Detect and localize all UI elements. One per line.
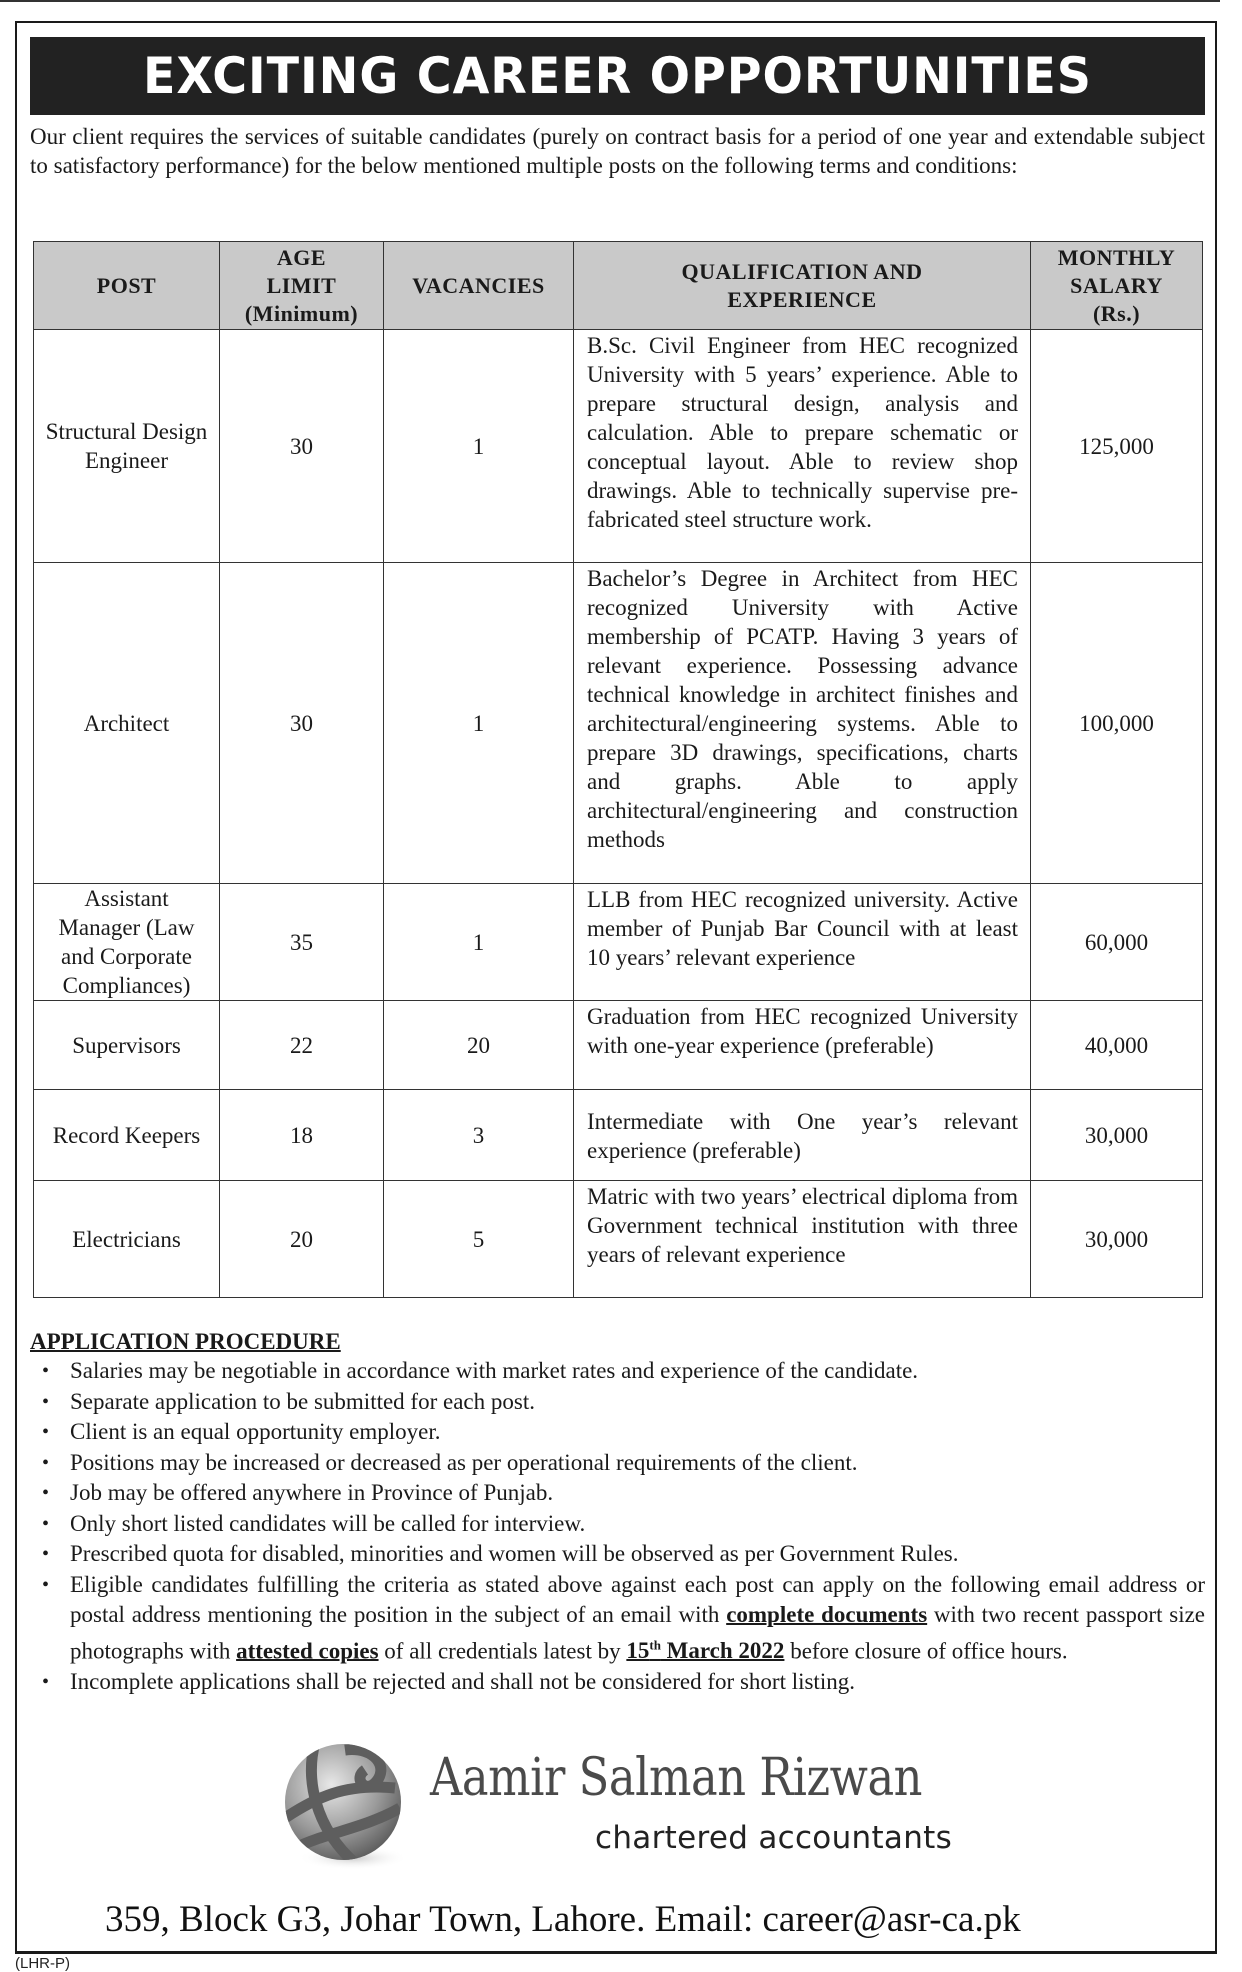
table-row	[34, 330, 1203, 563]
cell-age: 30	[220, 330, 384, 563]
qualification-text: Matric with two years’ electrical diploma from Government technical institution with three years of relevant experience	[587, 1184, 1018, 1267]
apply-text-1: Eligible candidates fulfilling the criteria as stated above against each post can apply on the following email address or postal address mentioning the position in the subject of an email with	[70, 1571, 1205, 1627]
cell-post: Structural Design Engineer	[34, 330, 220, 563]
bullet-icon: •	[42, 1573, 50, 1596]
jobs-table	[33, 241, 1203, 1298]
title-banner	[30, 37, 1205, 115]
table-row	[34, 1001, 1203, 1090]
header-qual-line: EXPERIENCE	[727, 286, 877, 312]
globe-logo-icon	[275, 1738, 415, 1874]
header-age-limit	[220, 242, 384, 330]
cell-vacancies: 1	[384, 330, 574, 563]
deadline-month-year: March 2022	[660, 1638, 785, 1664]
list-item	[30, 1387, 1205, 1418]
qualification-text: Bachelor’s Degree in Architect from HEC recognized University with Active membership of PCATP. Having 3 years of relevant experience. Possessing advance technical knowledge in architect finishes and architectural/engineering systems. Able to prepare 3D drawings, specifications, charts and graphs. Able to apply architectural/engineering and construction methods	[587, 566, 1018, 852]
apply-text-2: with two recent passport size photographs with	[70, 1602, 1206, 1664]
cell-salary: 60,000	[1031, 884, 1203, 1001]
list-item-text: Positions may be increased or decreased as per operational requirements of the client.	[70, 1449, 858, 1475]
list-item-text: Separate application to be submitted for each post.	[70, 1388, 535, 1414]
list-item	[30, 1478, 1205, 1509]
cell-age: 18	[220, 1090, 384, 1181]
cell-qualification	[574, 884, 1031, 1001]
procedure-list	[30, 1356, 1205, 1697]
list-item	[30, 1417, 1205, 1448]
list-item	[30, 1539, 1205, 1570]
cell-salary: 40,000	[1031, 1001, 1203, 1090]
header-vacancies: VACANCIES	[384, 242, 574, 330]
apply-text-3: of all credentials latest by	[378, 1638, 627, 1664]
cell-qualification	[574, 330, 1031, 563]
list-item-apply	[30, 1570, 1205, 1667]
list-item-text: Only short listed candidates will be called for interview.	[70, 1510, 586, 1536]
table-row	[34, 884, 1203, 1001]
list-item-text: Client is an equal opportunity employer.	[70, 1419, 441, 1444]
cell-vacancies: 3	[384, 1090, 574, 1181]
cell-salary: 30,000	[1031, 1090, 1203, 1181]
bullet-icon: •	[42, 1482, 50, 1504]
reference-code: (LHR-P)	[15, 1955, 70, 1972]
cell-age: 35	[220, 884, 384, 1001]
header-salary-line: (Rs.)	[1092, 300, 1141, 326]
bullet-icon: •	[42, 1421, 50, 1443]
bullet-icon: •	[42, 1360, 50, 1382]
header-qual-line: QUALIFICATION AND	[681, 258, 923, 284]
bullet-icon: •	[42, 1512, 50, 1535]
apply-text-4: before closure of office hours.	[784, 1638, 1068, 1664]
table-header-row	[34, 242, 1203, 330]
top-rule	[0, 0, 1220, 2]
application-procedure-heading: APPLICATION PROCEDURE	[30, 1329, 341, 1354]
company-name: Aamir Salman Rizwan	[430, 1748, 923, 1808]
header-salary-line: SALARY	[1070, 272, 1163, 298]
header-post: POST	[34, 242, 220, 330]
list-item	[30, 1509, 1205, 1540]
list-item-text: Incomplete applications shall be rejected and shall not be considered for short listing.	[70, 1668, 855, 1694]
deadline-day: 15	[626, 1638, 650, 1664]
cell-vacancies: 1	[384, 563, 574, 884]
list-item-text: Job may be offered anywhere in Province of Punjab.	[70, 1480, 554, 1505]
qualification-text: Intermediate with One year’s relevant experience (preferable)	[587, 1108, 1018, 1163]
cell-salary: 100,000	[1031, 563, 1203, 884]
deadline-day-suffix: th	[649, 1637, 661, 1653]
header-qualification	[574, 242, 1031, 330]
cell-qualification	[574, 563, 1031, 884]
cell-post: Supervisors	[34, 1001, 220, 1090]
qualification-text: B.Sc. Civil Engineer from HEC recognized University with 5 years’ experience. Able to prepare structural design, analysis and calculation. Able to prepare schematic or conceptual layout. Able to review shop drawings. Able to technically supervise pre-fabricated steel structure work.	[587, 333, 1018, 532]
header-age-line: LIMIT	[266, 272, 337, 298]
cell-age: 30	[220, 563, 384, 884]
header-age-line: (Minimum)	[244, 300, 359, 326]
cell-post: Record Keepers	[34, 1090, 220, 1181]
list-item	[30, 1356, 1205, 1387]
cell-qualification	[574, 1181, 1031, 1298]
list-item	[30, 1667, 1205, 1698]
qualification-text: Graduation from HEC recognized University with one-year experience (preferable)	[587, 1004, 1018, 1058]
header-age-line: AGE	[276, 244, 327, 270]
complete-documents-emphasis: complete documents	[726, 1602, 928, 1627]
page-title: EXCITING CAREER OPPORTUNITIES	[143, 47, 1092, 105]
bullet-icon: •	[42, 1670, 50, 1693]
company-tagline: chartered accountants	[595, 1820, 953, 1856]
qualification-text: LLB from HEC recognized university. Active member of Punjab Bar Council with at least 10 years’ relevant experience	[587, 887, 1018, 970]
list-item	[30, 1448, 1205, 1479]
bullet-icon: •	[42, 1543, 50, 1565]
header-salary-line: MONTHLY	[1057, 244, 1176, 270]
cell-post: Electricians	[34, 1181, 220, 1298]
table-row	[34, 1181, 1203, 1298]
cell-salary: 125,000	[1031, 330, 1203, 563]
list-item-text: Salaries may be negotiable in accordance with market rates and experience of the candidate.	[70, 1358, 919, 1383]
cell-qualification	[574, 1090, 1031, 1181]
cell-salary: 30,000	[1031, 1181, 1203, 1298]
list-item-text: Prescribed quota for disabled, minorities and women will be observed as per Government Rules.	[70, 1541, 959, 1566]
cell-post: Architect	[34, 563, 220, 884]
bullet-icon: •	[42, 1451, 50, 1474]
table-row	[34, 1090, 1203, 1181]
cell-age: 22	[220, 1001, 384, 1090]
table-row	[34, 563, 1203, 884]
cell-vacancies: 5	[384, 1181, 574, 1298]
deadline-date	[626, 1638, 784, 1663]
cell-vacancies: 1	[384, 884, 574, 1001]
cell-age: 20	[220, 1181, 384, 1298]
attested-copies-emphasis: attested copies	[236, 1638, 379, 1664]
header-salary	[1031, 242, 1203, 330]
cell-post: Assistant Manager (Law and Corporate Compliances)	[34, 884, 220, 1001]
company-address: 359, Block G3, Johar Town, Lahore. Email: career@asr-ca.pk	[105, 1899, 1021, 1940]
intro-paragraph: Our client requires the services of suitable candidates (purely on contract basis for a period of one year and extendable subject to satisfactory performance) for the below mentioned multiple posts on the following terms and conditions:	[30, 124, 1205, 178]
cell-vacancies: 20	[384, 1001, 574, 1090]
cell-qualification	[574, 1001, 1031, 1090]
bullet-icon: •	[42, 1390, 50, 1413]
